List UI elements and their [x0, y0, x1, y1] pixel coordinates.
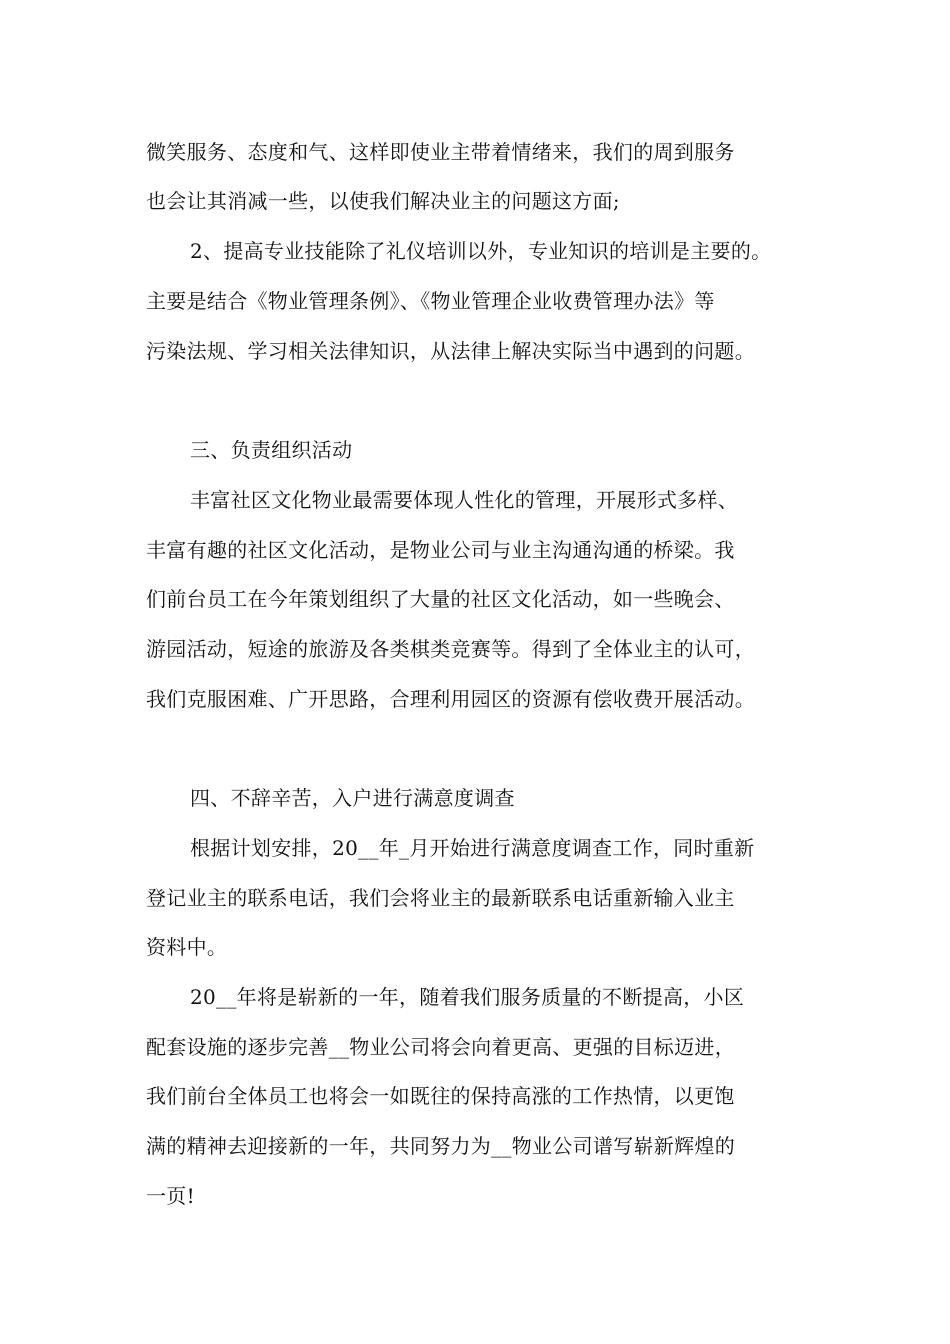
paragraph-3-line-5: 我们克服困难、广开思路，合理利用园区的资源有偿收费开展活动。	[146, 687, 755, 711]
paragraph-3-line-1: 丰富社区文化物业最需要体现人性化的管理，开展形式多样、	[190, 488, 739, 512]
paragraph-2-line-3: 污染法规、学习相关法律知识，从法律上解决实际当中遇到的问题。	[146, 339, 755, 363]
paragraph-5-line-4: 满的精神去迎接新的一年，共同努力为__物业公司谱写崭新辉煌的	[146, 1134, 735, 1158]
paragraph-4-line-1: 根据计划安排，20__年_月开始进行满意度调查工作，同时重新	[190, 836, 755, 860]
paragraph-5-line-2: 配套设施的逐步完善__物业公司将会向着更高、更强的目标迈进，	[146, 1035, 735, 1059]
paragraph-5-line-5: 一页!	[146, 1184, 195, 1208]
section-heading-3: 三、负责组织活动	[190, 438, 353, 462]
paragraph-5-line-1: 20__年将是崭新的一年，随着我们服务质量的不断提高，小区	[190, 985, 745, 1009]
paragraph-5-line-3: 我们前台全体员工也将会一如既往的保持高涨的工作热情，以更饱	[146, 1084, 735, 1108]
paragraph-4-line-2: 登记业主的联系电话，我们会将业主的最新联系电话重新输入业主	[146, 886, 735, 910]
paragraph-2-line-2: 主要是结合《物业管理条例》、《物业管理企业收费管理办法》等	[146, 289, 715, 313]
paragraph-4-line-3: 资料中。	[146, 935, 228, 959]
paragraph-2-line-1: 2、提高专业技能除了礼仪培训以外，专业知识的培训是主要的。	[190, 239, 772, 263]
paragraph-1-line-1: 微笑服务、态度和气、这样即使业主带着情绪来，我们的周到服务	[146, 140, 735, 164]
paragraph-1-line-2: 也会让其消减一些，以使我们解决业主的问题这方面;	[146, 189, 620, 213]
paragraph-3-line-4: 游园活动，短途的旅游及各类棋类竞赛等。得到了全体业主的认可，	[146, 637, 755, 661]
section-heading-4: 四、不辞辛苦，入户进行满意度调查	[190, 786, 515, 810]
paragraph-3-line-2: 丰富有趣的社区文化活动，是物业公司与业主沟通沟通的桥梁。我	[146, 538, 735, 562]
paragraph-3-line-3: 们前台员工在今年策划组织了大量的社区文化活动，如一些晚会、	[146, 587, 735, 611]
